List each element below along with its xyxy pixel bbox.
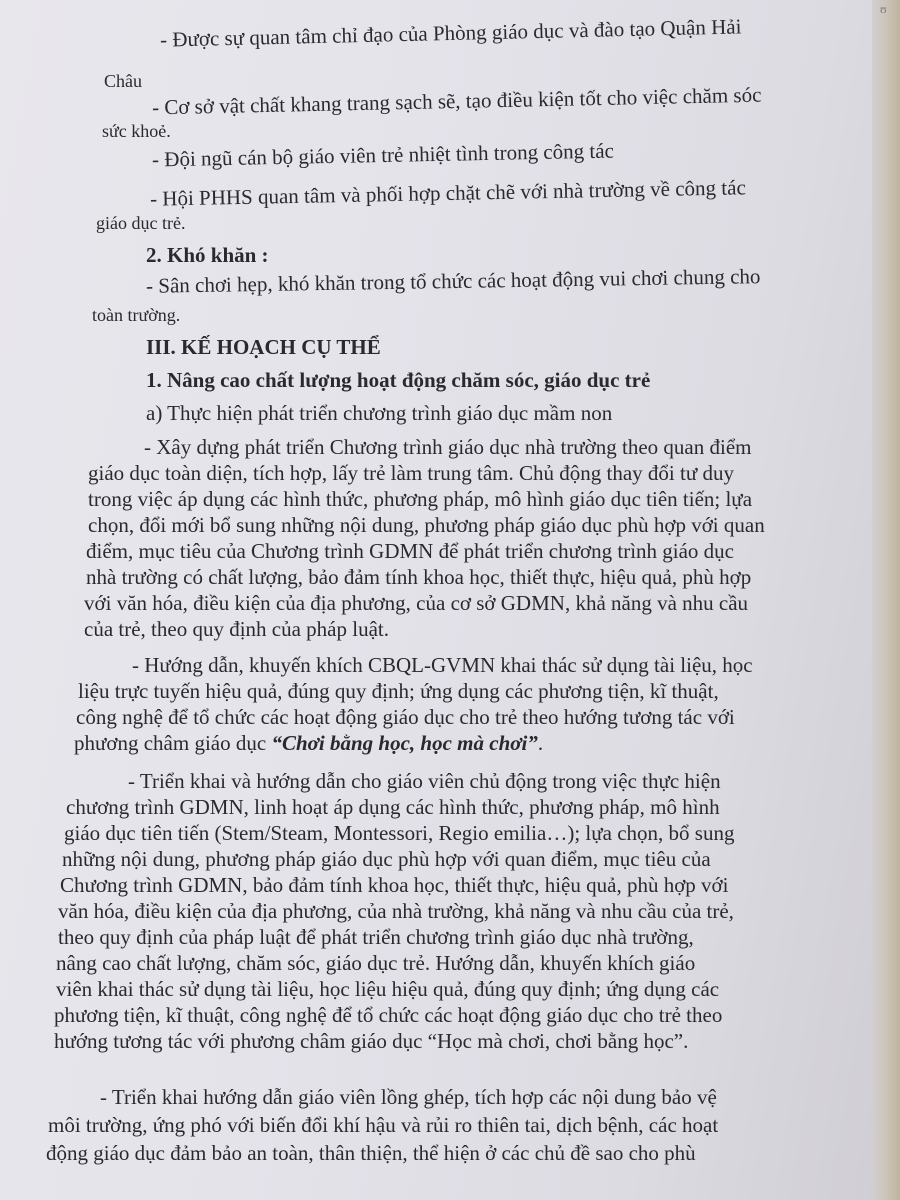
section-heading: III. KẾ HOẠCH CỤ THỂ — [146, 335, 381, 359]
text-line: công nghệ để tổ chức các hoạt động giáo dục cho trẻ theo hướng tương tác với — [76, 705, 735, 729]
text-line: nhà trường có chất lượng, bảo đảm tính khoa học, thiết thực, hiệu quả, phù hợp — [86, 565, 752, 589]
text-line: giáo dục toàn diện, tích hợp, lấy trẻ làm trung tâm. Chủ động thay đổi tư duy — [88, 461, 734, 485]
emphasis-text: “Chơi bằng học, học mà chơi” — [271, 731, 538, 755]
text-line: phương châm giáo dục “Chơi bằng học, học mà chơi”. — [74, 731, 544, 755]
text-line: - Xây dựng phát triển Chương trình giáo dục nhà trường theo quan điểm — [144, 435, 752, 459]
text-line: Chương trình GDMN, bảo đảm tính khoa học, thiết thực, hiệu quả, phù hợp với — [60, 873, 729, 897]
text-line: giáo dục tiên tiến (Stem/Steam, Montessori, Regio emilia…); lựa chọn, bổ sung — [64, 821, 735, 845]
text-line: sức khoẻ. — [102, 121, 171, 141]
text-line: - Hướng dẫn, khuyến khích CBQL-GVMN khai thác sử dụng tài liệu, học — [132, 653, 753, 677]
text-line: - Cơ sở vật chất khang trang sạch sẽ, tạo điều kiện tốt cho việc chăm sóc — [151, 82, 762, 120]
text-line: - Được sự quan tâm chỉ đạo của Phòng giáo dục và đào tạo Quận Hải — [159, 14, 742, 52]
text-line: viên khai thác sử dụng tài liệu, học liệu hiệu quả, đúng quy định; ứng dụng các — [56, 977, 720, 1001]
text-line: với văn hóa, điều kiện của địa phương, của cơ sở GDMN, khả năng và nhu cầu — [84, 591, 749, 615]
text-line: chương trình GDMN, linh hoạt áp dụng các hình thức, phương pháp, mô hình — [66, 795, 720, 819]
text-line: toàn trường. — [92, 305, 181, 325]
text-line: a) Thực hiện phát triển chương trình giáo dục mầm non — [146, 401, 613, 425]
text-line: - Sân chơi hẹp, khó khăn trong tổ chức các hoạt động vui chơi chung cho — [145, 264, 761, 298]
text-line: trong việc áp dụng các hình thức, phương pháp, mô hình giáo dục tiên tiến; lựa — [88, 487, 753, 511]
text-line: của trẻ, theo quy định của pháp luật. — [84, 617, 389, 641]
text-line: động giáo dục đảm bảo an toàn, thân thiện, thể hiện ở các chủ đề sao cho phù — [46, 1141, 696, 1165]
text-line: Châu — [104, 71, 142, 91]
corner-mark: ʊ — [880, 2, 887, 16]
text-line: môi trường, ứng phó với biến đổi khí hậu và rủi ro thiên tai, dịch bệnh, các hoạt — [48, 1113, 719, 1137]
text-line: - Triển khai hướng dẫn giáo viên lồng ghép, tích hợp các nội dung bảo vệ — [100, 1085, 717, 1109]
text-line: giáo dục trẻ. — [96, 213, 186, 233]
page-edge — [872, 0, 900, 1200]
text-line: - Đội ngũ cán bộ giáo viên trẻ nhiệt tình trong công tác — [151, 138, 615, 172]
text-line: phương tiện, kĩ thuật, công nghệ để tổ chức các hoạt động giáo dục cho trẻ theo — [54, 1003, 723, 1027]
text-line: hướng tương tác với phương châm giáo dục “Học mà chơi, chơi bằng học”. — [54, 1029, 689, 1053]
text-line: chọn, đổi mới bổ sung những nội dung, phương pháp giáo dục phù hợp với quan — [88, 513, 765, 537]
text-line: theo quy định của pháp luật để phát triển chương trình giáo dục nhà trường, — [58, 925, 694, 949]
text-line: liệu trực tuyến hiệu quả, đúng quy định; ứng dụng các phương tiện, kĩ thuật, — [78, 679, 719, 703]
text-line: nâng cao chất lượng, chăm sóc, giáo dục trẻ. Hướng dẫn, khuyến khích giáo — [56, 951, 696, 975]
section-heading: 1. Nâng cao chất lượng hoạt động chăm sóc, giáo dục trẻ — [146, 368, 651, 392]
text-line: những nội dung, phương pháp giáo dục phù hợp với quan điểm, mục tiêu của — [62, 847, 711, 871]
section-heading: 2. Khó khăn : — [146, 243, 269, 267]
text-line: - Triển khai và hướng dẫn cho giáo viên chủ động trong việc thực hiện — [128, 769, 721, 793]
text-line: văn hóa, điều kiện của địa phương, của nhà trường, khả năng và nhu cầu của trẻ, — [58, 899, 734, 923]
text-line: - Hội PHHS quan tâm và phối hợp chặt chẽ với nhà trường về công tác — [149, 175, 747, 211]
text-line: điểm, mục tiêu của Chương trình GDMN để phát triển chương trình giáo dục — [86, 539, 735, 563]
